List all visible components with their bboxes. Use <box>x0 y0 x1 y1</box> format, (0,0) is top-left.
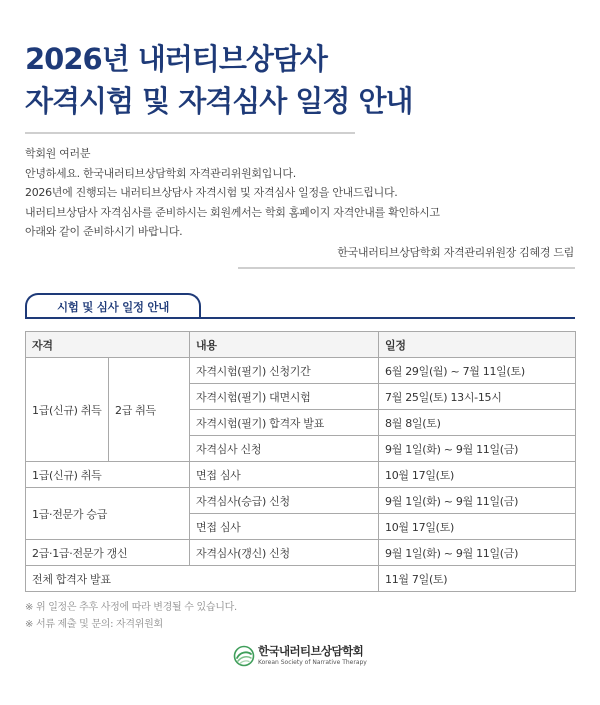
schedule-table <box>25 331 576 592</box>
row-content: 면접 심사 <box>190 514 379 540</box>
note-1: ※ 위 일정은 추후 사정에 따라 변경될 수 있습니다. <box>25 602 237 613</box>
row-schedule: 10월 17일(토) <box>379 514 576 540</box>
row-content: 자격심사 신청 <box>190 436 379 462</box>
logo-name-ko: 한국내러티브상담학회 <box>258 644 364 658</box>
notes <box>25 599 237 633</box>
society-logo <box>233 643 393 671</box>
intro-line-1: 안녕하세요. 한국내러티브상담학회 자격관리위원회입니다. <box>25 166 296 180</box>
swirl-logo-icon <box>233 645 255 667</box>
title-line-2: 자격시험 및 자격심사 일정 안내 <box>25 84 413 118</box>
row-content: 자격시험(필기) 합격자 발표 <box>190 410 379 436</box>
group-5: 전체 합격자 발표 <box>26 566 379 592</box>
table-row <box>26 540 576 566</box>
group-1-right: 2급 취득 <box>109 358 190 462</box>
row-schedule: 9월 1일(화) ~ 9월 11일(금) <box>379 436 576 462</box>
row-content: 자격시험(필기) 신청기간 <box>190 358 379 384</box>
greeting: 학회원 여러분 <box>25 147 91 160</box>
section-tab <box>25 293 201 319</box>
logo-name-en: Korean Society of Narrative Therapy <box>258 659 367 666</box>
signature-divider <box>238 267 575 269</box>
table-row <box>26 358 576 384</box>
header-schedule: 일정 <box>379 332 576 358</box>
row-content: 자격시험(필기) 대면시험 <box>190 384 379 410</box>
intro-line-4: 아래와 같이 준비하시기 바랍니다. <box>25 225 183 238</box>
row-schedule: 9월 1일(화) ~ 9월 11일(금) <box>379 540 576 566</box>
group-1-left: 1급(신규) 취득 <box>26 358 109 462</box>
row-schedule: 7월 25일(토) 13시-15시 <box>379 384 576 410</box>
section-title: 시험 및 심사 일정 안내 <box>56 300 170 314</box>
table-row <box>26 566 576 592</box>
intro-line-3: 내러티브상담사 자격심사를 준비하시는 회원께서는 학회 홈페이지 자격안내를 확인하시고 <box>25 205 440 219</box>
page-title <box>25 38 585 122</box>
group-4: 2급·1급·전문가 갱신 <box>26 540 190 566</box>
row-content: 면접 심사 <box>190 462 379 488</box>
section-underline <box>25 317 575 319</box>
intro-letter <box>25 144 585 242</box>
title-divider <box>25 132 355 134</box>
signature: 한국내러티브상담학회 자격관리위원장 김혜경 드림 <box>337 246 574 259</box>
note-2: ※ 서류 제출 및 문의: 자격위원회 <box>25 619 163 630</box>
header-content: 내용 <box>190 332 379 358</box>
intro-line-2: 2026년에 진행되는 내러티브상담사 자격시험 및 자격심사 일정을 안내드립니다. <box>25 186 398 199</box>
table-row <box>26 462 576 488</box>
row-content: 자격심사(갱신) 신청 <box>190 540 379 566</box>
title-line-1: 2026년 내러티브상담사 <box>25 42 327 76</box>
header-qualification: 자격 <box>26 332 190 358</box>
group-3: 1급·전문가 승급 <box>26 488 190 540</box>
row-schedule: 8월 8일(토) <box>379 410 576 436</box>
row-schedule: 10월 17일(토) <box>379 462 576 488</box>
table-row <box>26 488 576 514</box>
row-schedule: 6월 29일(월) ~ 7월 11일(토) <box>379 358 576 384</box>
row-schedule: 11월 7일(토) <box>379 566 576 592</box>
table-header-row <box>26 332 576 358</box>
row-content: 자격심사(승급) 신청 <box>190 488 379 514</box>
row-schedule: 9월 1일(화) ~ 9월 11일(금) <box>379 488 576 514</box>
group-2: 1급(신규) 취득 <box>26 462 190 488</box>
